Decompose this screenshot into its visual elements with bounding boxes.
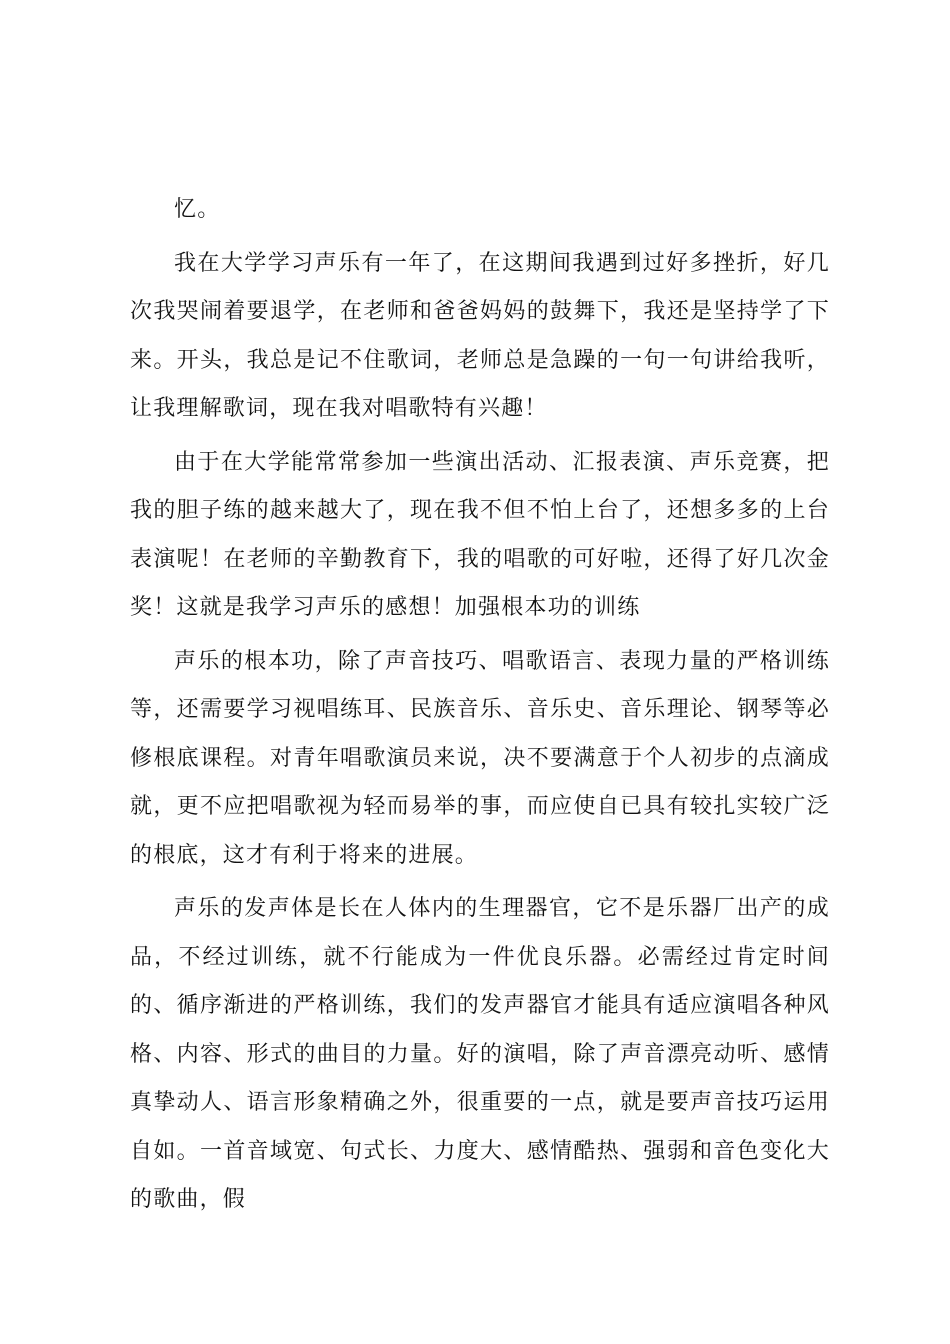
document-body [130,186,830,1225]
paragraph-4: 声乐的根本功，除了声音技巧、唱歌语言、表现力量的严格训练等，还需要学习视唱练耳、民族音乐、音乐史、音乐理论、钢琴等必修根底课程。对青年唱歌演员来说，决不要满意于个人初步的点滴成就，更不应把唱歌视为轻而易举的事，而应使自已具有较扎实较广泛的根底，这才有利于将来的进展。 [130,648,830,868]
paragraph-2: 我在大学学习声乐有一年了，在这期间我遇到过好多挫折，好几次我哭闹着要退学，在老师和爸爸妈妈的鼓舞下，我还是坚持学了下来。开头，我总是记不住歌词，老师总是急躁的一句一句讲给我听，让我理解歌词，现在我对唱歌特有兴趣！ [130,250,830,421]
paragraph-3: 由于在大学能常常参加一些演出活动、汇报表演、声乐竞赛，把我的胆子练的越来越大了，现在我不但不怕上台了，还想多多的上台表演呢！在老师的辛勤教育下，我的唱歌的可好啦，还得了好几次金奖！这就是我学习声乐的感想！加强根本功的训练 [130,449,830,620]
paragraph-5: 声乐的发声体是长在人体内的生理器官，它不是乐器厂出产的成品，不经过训练，就不行能成为一件优良乐器。必需经过肯定时间的、循序渐进的严格训练，我们的发声器官才能具有适应演唱各种风格、内容、形式的曲目的力量。好的演唱，除了声音漂亮动听、感情真挚动人、语言形象精确之外，很重要的一点，就是要声音技巧运用自如。一首音域宽、句式长、力度大、感情酷热、强弱和音色变化大的歌曲，假 [130,896,830,1212]
paragraph-1: 忆。 [174,197,221,222]
